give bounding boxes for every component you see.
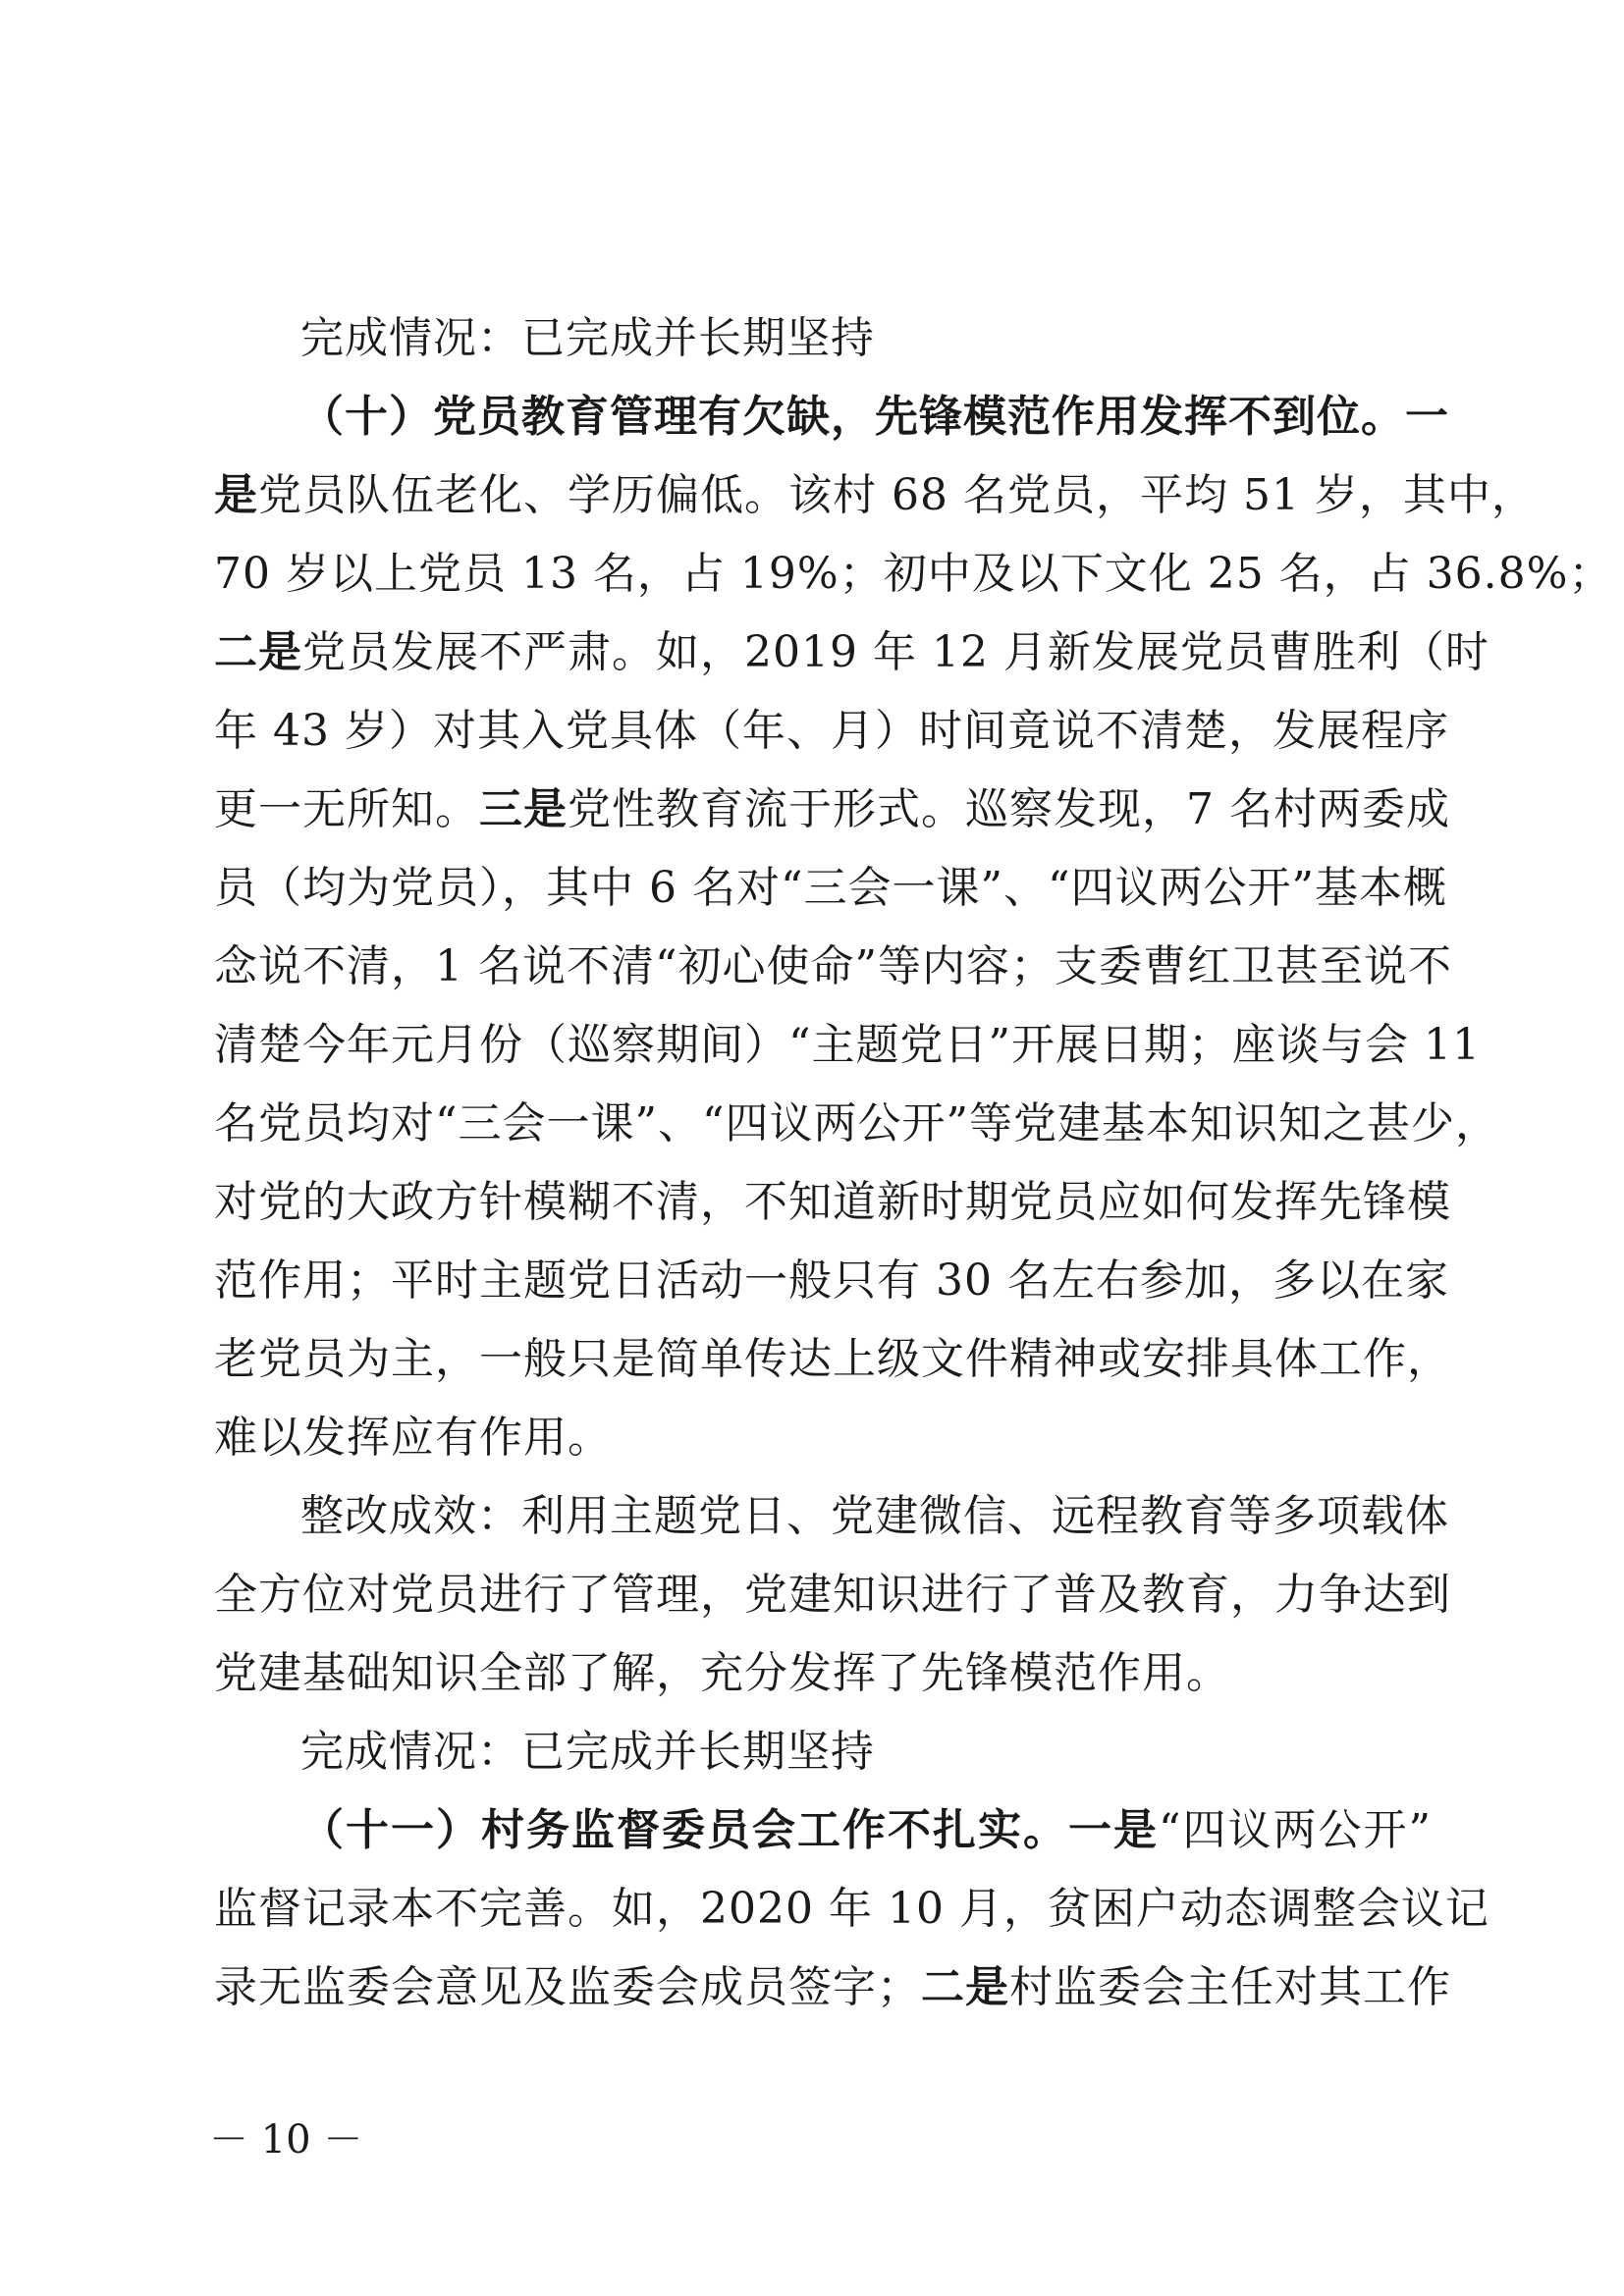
section-ten-heading [300,378,1449,456]
paragraph-line [214,1399,1432,1477]
paragraph-line [214,1949,1451,2027]
text-run: 完成情况：已完成并长期坚持 [300,1727,875,1777]
text-run: 清楚今年元月份（巡察期间）“主题党日”开展日期；座谈与会 11 [214,1020,1481,1070]
text-run: 范作用；平时主题党日活动一般只有 30 名左右参加，多以在家 [214,1255,1449,1306]
text-run: 完成情况：已完成并长期坚持 [300,313,875,363]
rectification-result-line [300,1477,1449,1556]
text-run: 难以发挥应有作用。 [214,1413,612,1463]
text-run: 念说不清，1 名说不清“初心使命”等内容；支委曹红卫甚至说不 [214,941,1452,991]
text-run: 村监委会主任对其工作 [1009,1962,1451,2012]
paragraph-line [214,1556,1451,1634]
paragraph-line [214,1242,1449,1320]
paragraph-line [214,1006,1481,1085]
paragraph-line [214,1085,1499,1163]
paragraph-line [214,1163,1451,1242]
paragraph-line [214,456,1536,535]
text-run: 整改成效：利用主题党日、党建微信、远程教育等多项载体 [300,1491,1449,1541]
text-run: 对党的大政方针模糊不清，不知道新时期党员应如何发挥先锋模 [214,1177,1451,1227]
paragraph-line [214,849,1447,928]
text-run: 更一无所知。 [214,784,479,834]
paragraph-line [214,1634,1432,1713]
completion-status-line [300,299,1432,378]
text-run: 全方位对党员进行了管理，党建知识进行了普及教育，力争达到 [214,1570,1451,1620]
paragraph-line [214,928,1452,1006]
text-run: 名党员均对“三会一课”、“四议两公开”等党建基本知识知之甚少， [214,1098,1499,1148]
text-run-bold: （十一）村务监督委员会工作不扎实。一是 [300,1805,1159,1855]
completion-status-line [300,1713,1432,1791]
text-run-bold: 三是 [479,784,568,834]
paragraph-line [214,692,1449,771]
text-run-bold: （十）党员教育管理有欠缺，先锋模范作用发挥不到位。一 [300,392,1449,442]
text-run: 年 43 岁）对其入党具体（年、月）时间竟说不清楚，发展程序 [214,706,1449,756]
paragraph-line [214,1870,1489,1949]
text-run: 党性教育流于形式。巡察发现，7 名村两委成 [568,784,1450,834]
paragraph-line [214,535,1613,614]
text-run: 录无监委会意见及监委会成员签字； [214,1962,921,2012]
text-run-bold: 二是 [214,627,302,677]
text-run: 员（均为党员），其中 6 名对“三会一课”、“四议两公开”基本概 [214,863,1447,913]
paragraph-line [214,1320,1451,1399]
text-run: 党建基础知识全部了解，充分发挥了先锋模范作用。 [214,1648,1230,1698]
text-run: 党员队伍老化、学历偏低。该村 68 名党员，平均 51 岁，其中， [258,470,1536,520]
text-run: 党员发展不严肃。如，2019 年 12 月新发展党员曹胜利（时 [302,627,1489,677]
page-number: － 10 － [209,2117,363,2163]
text-run: 70 岁以上党员 13 名，占 19%；初中及以下文化 25 名，占 36.8%； [214,549,1613,599]
text-run: 监督记录本不完善。如，2020 年 10 月，贫困户动态调整会议记 [214,1884,1489,1934]
paragraph-line [214,614,1489,692]
text-run-bold: 二是 [921,1962,1009,2012]
text-run-bold: 是 [214,470,258,520]
text-run: “四议两公开” [1159,1805,1432,1855]
text-run: 老党员为主，一般只是简单传达上级文件精神或安排具体工作， [214,1334,1451,1384]
paragraph-line [214,771,1450,849]
section-eleven-heading [300,1791,1432,1870]
